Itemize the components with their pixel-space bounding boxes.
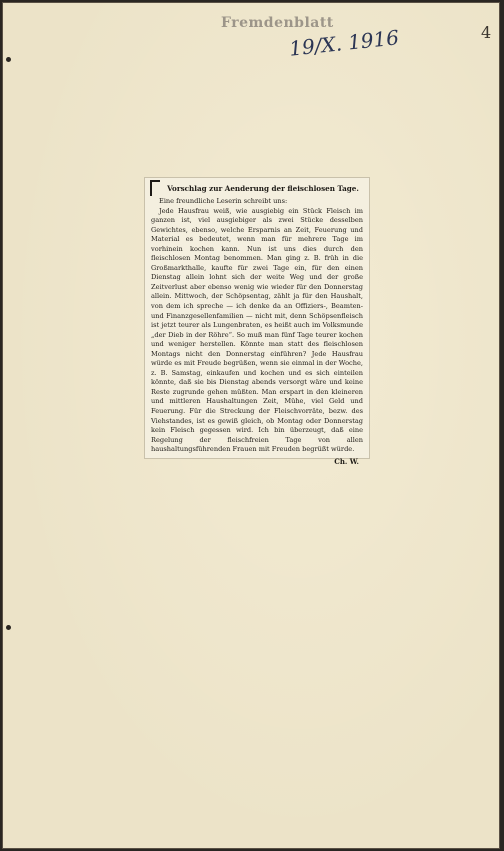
newspaper-clipping (144, 177, 370, 466)
newspaper-stamp: Fremdenblatt (221, 15, 334, 31)
archive-sheet (2, 2, 500, 849)
punch-hole-top (6, 57, 11, 62)
punch-hole-bottom (6, 625, 11, 630)
page-number: 4 (481, 23, 492, 42)
clipping-intro: Eine freundliche Leserin schreibt uns: (159, 197, 288, 205)
clipping-body (151, 197, 363, 455)
bracket-mark (150, 180, 160, 196)
clipping-paragraph: Jede Hausfrau weiß, wie ausgiebig ein Stück Fleisch im ganzen ist, viel ausgiebiger als zwei Stücke desselben Gewichtes, ebenso, welche Ersparnis an Zeit, Feuerung und Material es bedeutet, wenn man für mehrere Tage im vorhinein kochen kann. Nun ist uns dies durch den fleischlosen Montag benommen. Man ging z. B. früh in die Großmarkthalle, kaufte für zwei Tage ein, für den einen Dienstag allein lohnt sich der weite Weg und der große Zeitverlust aber ebenso wenig wie wieder für den Donnerstag allein. Mittwoch, der Schöpsentag, zählt ja für den Haushalt, von dem ich spreche — ich denke da an Offiziers-, Beamten- und Finanzgesellenfamilien — nicht mit, denn Schöpsenfleisch ist jetzt teurer als Lungenbraten, es heißt auch im Volksmunde „der Dieb in der Röhre“. So muß man fünf Tage teurer kochen und weniger herstellen. Könnte man statt des fleischlosen Montags nicht den Donnerstag einführen? Jede Hausfrau würde es mit Freude begrüßen, wenn sie einmal in der Woche, z. B. Samstag, einkaufen und kochen und es sich einteilen könnte, daß sie bis Dienstag abends versorgt wäre und keine Reste zugrunde gehen müßten. Man erspart in den kleineren und mittleren Haushaltungen Zeit, Mühe, viel Geld und Feuerung. Für die Streckung der Fleischvorräte, bezw. des Viehstandes, ist es gewiß gleich, ob Montag oder Donnerstag kein Fleisch gegessen wird. Ich bin überzeugt, daß eine Regelung der fleischfreien Tage von allen haushaltungsführenden Frauen mit Freuden begrüßt würde. (151, 206, 363, 454)
clipping-signature: Ch. W. (334, 456, 359, 466)
clipping-headline: Vorschlag zur Aenderung der fleischlosen Tage. (167, 184, 359, 193)
handwritten-date: 19/X. 1916 (288, 25, 400, 61)
